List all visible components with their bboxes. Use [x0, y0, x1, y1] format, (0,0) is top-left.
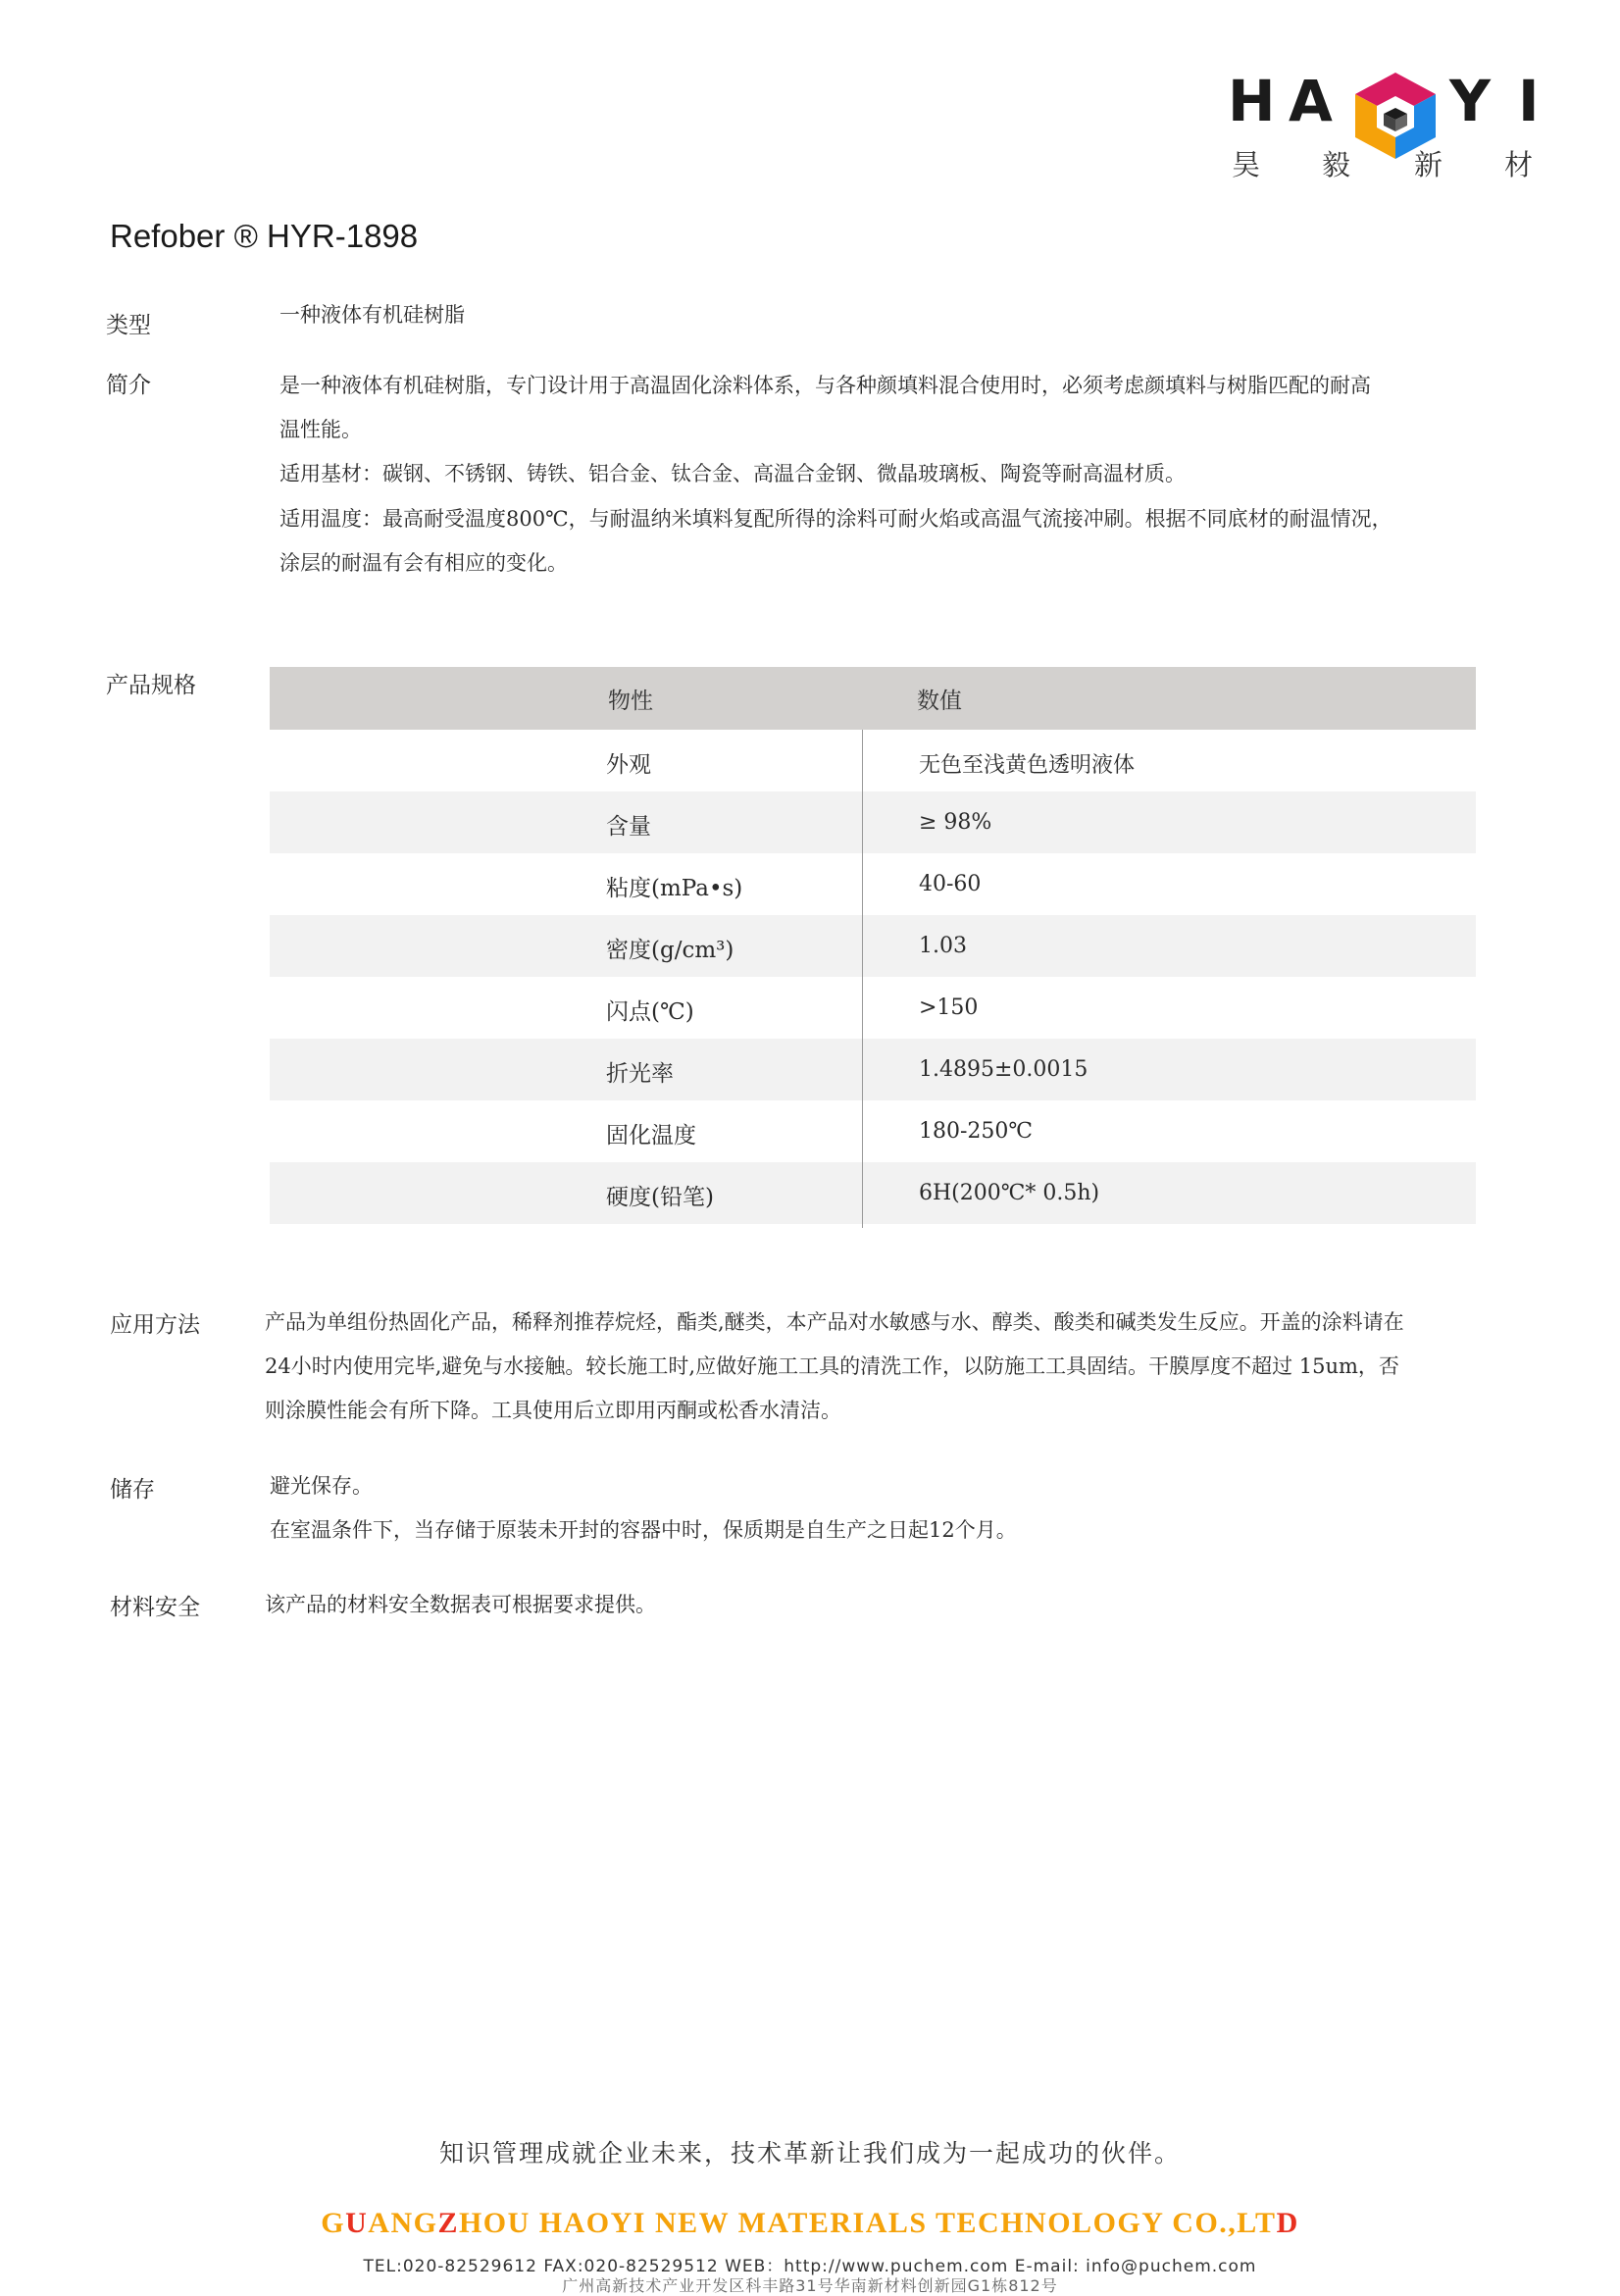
table-row — [270, 1039, 1476, 1100]
table-row — [270, 853, 1476, 915]
logo-cn-char: 材 — [1504, 148, 1534, 181]
spec-column-divider — [862, 730, 863, 1228]
spec-header-property: 物性 — [608, 689, 653, 714]
company-name-part: ANG — [368, 2207, 438, 2239]
application-line: 24小时内使用完毕,避免与水接触。较长施工时,应做好施工工具的清洗工作，以防施工工具固结。干膜厚度不超过 15um，否 — [265, 1354, 1399, 1378]
type-value: 一种液体有机硅树脂 — [279, 303, 465, 327]
table-row — [270, 1100, 1476, 1162]
company-name-part: HOU HAOYI NEW MATERIALS TECHNOLOGY CO.,LT — [458, 2207, 1277, 2239]
spec-property: 外观 — [606, 752, 651, 778]
footer-address: 广州高新技术产业开发区科丰路31号华南新材料创新园G1栋812号 — [562, 2276, 1058, 2295]
company-name-part: Z — [437, 2207, 459, 2239]
footer-slogan: 知识管理成就企业未来，技术革新让我们成为一起成功的伙伴。 — [438, 2139, 1181, 2168]
intro-line: 涂层的耐温有会有相应的变化。 — [279, 551, 568, 575]
spec-value: 40-60 — [919, 872, 982, 896]
footer-company-name — [0, 2207, 1620, 2240]
table-row — [270, 1162, 1476, 1224]
company-name-part: D — [1276, 2207, 1299, 2239]
spec-table-header — [270, 667, 1476, 730]
logo-letter-a: A — [1289, 68, 1333, 134]
type-label: 类型 — [106, 313, 151, 338]
spec-property: 密度(g/cm³) — [606, 938, 734, 963]
logo-letter-y: Y — [1449, 68, 1491, 134]
logo-wordmark — [1228, 67, 1542, 135]
logo-chinese-name — [1232, 143, 1542, 182]
spec-value: 6H(200℃* 0.5h) — [919, 1181, 1100, 1205]
logo-cn-char: 昊 — [1232, 148, 1261, 181]
company-logo — [1228, 37, 1542, 184]
spec-property: 硬度(铅笔) — [606, 1185, 714, 1210]
logo-cn-char: 毅 — [1322, 148, 1351, 181]
spec-property: 粘度(mPa•s) — [606, 876, 743, 901]
table-row — [270, 915, 1476, 977]
spec-property: 含量 — [606, 814, 651, 840]
intro-line: 是一种液体有机硅树脂，专门设计用于高温固化涂料体系，与各种颜填料混合使用时，必须考虑颜填料与树脂匹配的耐高 — [279, 374, 1371, 397]
safety-text: 该产品的材料安全数据表可根据要求提供。 — [265, 1593, 656, 1616]
storage-line: 在室温条件下，当存储于原装未开封的容器中时，保质期是自生产之日起12个月。 — [270, 1518, 1017, 1542]
spec-value: 1.03 — [919, 934, 967, 958]
table-row — [270, 730, 1476, 791]
table-row — [270, 791, 1476, 853]
spec-property: 折光率 — [606, 1061, 674, 1087]
company-name-part: U — [345, 2207, 369, 2239]
safety-label: 材料安全 — [110, 1595, 200, 1620]
spec-property: 闪点(℃) — [606, 999, 694, 1025]
spec-value: ≥ 98% — [919, 810, 992, 835]
company-name-part: G — [321, 2207, 346, 2239]
product-title: Refober ® HYR-1898 — [110, 218, 419, 254]
intro-line: 温性能。 — [279, 418, 362, 441]
spec-table — [270, 667, 1476, 1224]
application-label: 应用方法 — [110, 1312, 200, 1338]
spec-header-value: 数值 — [917, 689, 962, 714]
table-row — [270, 977, 1476, 1039]
logo-letter-h: H — [1228, 68, 1276, 134]
spec-value: 1.4895±0.0015 — [919, 1057, 1088, 1082]
application-line: 产品为单组份热固化产品，稀释剂推荐烷烃，酯类,醚类，本产品对水敏感与水、醇类、酸类和碱类发生反应。开盖的涂料请在 — [265, 1310, 1404, 1334]
footer-contact: TEL:020-82529612 FAX:020-82529512 WEB：http://www.puchem.com E-mail: info@puchem.com — [363, 2257, 1257, 2276]
spec-value: >150 — [919, 995, 979, 1020]
specs-label: 产品规格 — [106, 673, 196, 698]
spec-value: 无色至浅黄色透明液体 — [919, 753, 1136, 778]
logo-letter-i: I — [1518, 68, 1540, 134]
spec-property: 固化温度 — [606, 1123, 696, 1148]
storage-line: 避光保存。 — [270, 1474, 373, 1498]
logo-cn-char: 新 — [1414, 148, 1443, 181]
intro-line: 适用基材：碳钢、不锈钢、铸铁、铝合金、钛合金、高温合金钢、微晶玻璃板、陶瓷等耐高温材质。 — [279, 462, 1186, 485]
storage-label: 储存 — [110, 1477, 155, 1503]
intro-label: 简介 — [106, 373, 151, 398]
intro-line: 适用温度：最高耐受温度800℃，与耐温纳米填料复配所得的涂料可耐火焰或高温气流接冲刷。根据不同底材的耐温情况， — [279, 507, 1392, 531]
spec-value: 180-250℃ — [919, 1119, 1034, 1144]
application-line: 则涂膜性能会有所下降。工具使用后立即用丙酮或松香水清洁。 — [265, 1399, 841, 1422]
